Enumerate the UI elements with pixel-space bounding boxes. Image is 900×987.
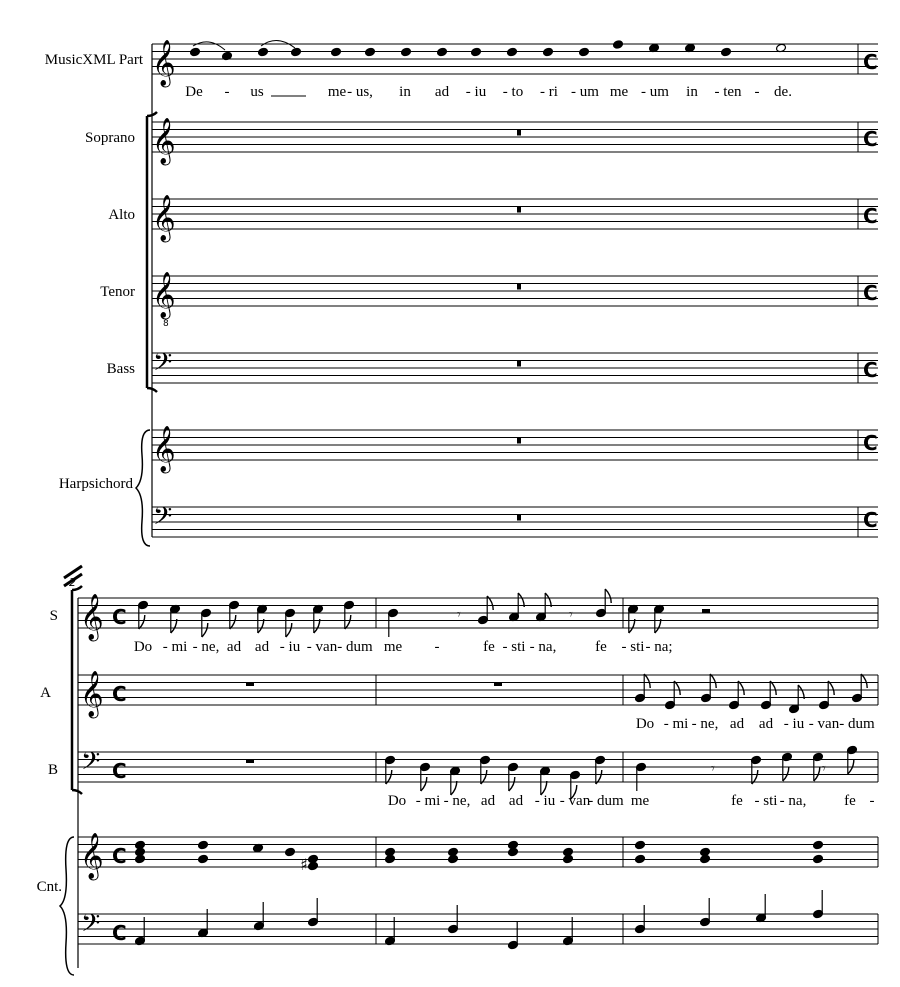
notation [64, 40, 867, 950]
courtesy-time-signature: C [863, 431, 878, 455]
courtesy-time-signature: C [863, 50, 878, 74]
lyric: - us, [347, 84, 373, 100]
lyric: - ten [714, 84, 742, 100]
lyric: - mi [663, 716, 689, 732]
part-label-soprano: Soprano [85, 130, 135, 146]
lyric: - [869, 793, 875, 809]
lyric: - dum [588, 793, 624, 809]
note-flag [710, 674, 716, 688]
lyric: - ne, [192, 639, 220, 655]
sharp-accidental: ♯ [300, 855, 308, 874]
note-flag [258, 619, 264, 633]
chant-note [365, 47, 376, 57]
chant-note [401, 47, 412, 57]
courtesy-time-signature: C [863, 358, 878, 382]
lyric: - van [559, 793, 591, 809]
bass-lyrics [388, 793, 875, 809]
note-flag [861, 674, 867, 688]
continuo-chord-note [198, 854, 209, 864]
staff-lines [60, 44, 878, 975]
bass-clef-icon: 𝄢 [153, 348, 173, 383]
note-flag [545, 593, 551, 607]
lyric: - iu [465, 84, 487, 100]
continuo-chord-note [635, 840, 646, 850]
lyric: - [434, 639, 440, 655]
lyric: de. [774, 84, 792, 100]
lyric: - [224, 84, 230, 100]
lyric: - um [571, 84, 599, 100]
note-flag [230, 615, 236, 629]
lyric: - mi [415, 793, 441, 809]
chant-note [543, 47, 554, 57]
continuo-chord-note [135, 854, 146, 864]
lyric: - sti [621, 639, 645, 655]
courtesy-time-signature: C [863, 508, 878, 532]
whole-rest [517, 207, 521, 213]
lyric: ad [434, 84, 450, 100]
lyric: Do [387, 793, 407, 809]
lyric: - ri [540, 84, 558, 100]
lyric: Do [635, 716, 655, 732]
chant-note [721, 47, 732, 57]
continuo-chord-note [198, 840, 209, 850]
eighth-rest: 𝄾 [569, 607, 573, 623]
note-flag [738, 681, 744, 695]
keyboard-brace [60, 837, 74, 975]
lyric: me [609, 84, 629, 100]
note-flag [509, 777, 515, 791]
treble-clef-icon: 𝄞 [152, 426, 176, 472]
lyric: in [399, 84, 411, 100]
part-abbr-alto: A [40, 685, 51, 701]
continuo-chord-note [813, 854, 824, 864]
part-abbr-continuo: Cnt. [36, 879, 62, 895]
continuo-note [285, 847, 296, 857]
lyric: - na; [645, 639, 673, 655]
note-flag [139, 615, 145, 629]
chant-note [471, 47, 482, 57]
whole-rest [517, 130, 521, 136]
lyric: - van [808, 716, 840, 732]
lyric: fe [731, 793, 743, 809]
chant-note [258, 47, 269, 57]
whole-rest [494, 682, 502, 686]
lyric: - iu [279, 639, 301, 655]
lyric: - sti [502, 639, 526, 655]
lyric: - iu [783, 716, 805, 732]
part-label-alto: Alto [108, 207, 135, 223]
time-signature: C [112, 605, 127, 629]
keyboard-brace [136, 430, 150, 546]
note-flag [605, 589, 611, 603]
chant-note [613, 40, 624, 50]
lyric: - iu [534, 793, 556, 809]
whole-rest [517, 361, 521, 367]
whole-rest [517, 284, 521, 290]
chant-note [291, 47, 302, 57]
lyric: - ne, [443, 793, 471, 809]
whole-rest [246, 759, 254, 763]
treble-clef-icon: 𝄞 [80, 594, 104, 640]
time-signature: C [112, 921, 127, 945]
lyric: ad [758, 716, 774, 732]
part-label-musicxml: MusicXML Part [44, 52, 143, 68]
soprano-lyrics [134, 639, 673, 655]
treble-clef-icon: 𝄞 [80, 833, 104, 879]
lyric: in [686, 84, 698, 100]
lyric: fe [844, 793, 856, 809]
note-flag [629, 619, 635, 633]
part-label-harpsichord: Harpsichord [58, 476, 133, 492]
note-flag [421, 777, 427, 791]
lyric: ad [729, 716, 745, 732]
treble-clef-icon: 𝄞 [152, 40, 176, 86]
lyric: - mi [162, 639, 188, 655]
lyric: fe [483, 639, 495, 655]
note-flag [518, 593, 524, 607]
lyric: - na, [529, 639, 557, 655]
lyric: ad [254, 639, 270, 655]
continuo-note [308, 861, 319, 871]
note-flag [286, 623, 292, 637]
lyric: - ne, [691, 716, 719, 732]
lyric: - sti [754, 793, 778, 809]
lyric: - dum [839, 716, 875, 732]
chant-note [579, 47, 590, 57]
lyric: - na, [779, 793, 807, 809]
note-flag [655, 619, 661, 633]
lyric: me [630, 793, 650, 809]
whole-rest [246, 682, 254, 686]
part-label-tenor: Tenor [100, 284, 135, 300]
eighth-rest: 𝄾 [457, 607, 461, 623]
courtesy-time-signature: C [863, 204, 878, 228]
treble-clef-icon: 𝄞 [152, 195, 176, 241]
continuo-chord-note [385, 854, 396, 864]
continuo-chord-note [635, 854, 646, 864]
part-abbr-soprano: S [49, 608, 58, 624]
bass-clef-icon: 𝄢 [153, 502, 173, 537]
lyric: - um [641, 84, 669, 100]
note-flag [828, 681, 834, 695]
continuo-chord-note [700, 854, 711, 864]
lyric: ad [508, 793, 524, 809]
alto-lyrics [636, 716, 875, 732]
eighth-rest: 𝄾 [711, 761, 715, 777]
measure-number: 2 [69, 576, 76, 589]
chant-note [437, 47, 448, 57]
chant-note [331, 47, 342, 57]
continuo-chord-note [563, 854, 574, 864]
lyric: me [383, 639, 403, 655]
note-flag [345, 615, 351, 629]
part-abbr-bass: B [47, 762, 58, 778]
chant-note [190, 47, 201, 57]
lyric: De [185, 84, 203, 100]
treble-clef-icon: 𝄞 [80, 671, 104, 717]
whole-rest [517, 515, 521, 521]
lyric: ad [480, 793, 496, 809]
courtesy-time-signature: C [863, 281, 878, 305]
time-signature: C [112, 682, 127, 706]
half-rest [702, 609, 710, 613]
lyric: - dum [337, 639, 373, 655]
lyric: us [250, 84, 264, 100]
bass-clef-icon: 𝄢 [81, 747, 101, 782]
chant-note [507, 47, 518, 57]
lyric: - van [306, 639, 338, 655]
note-flag [314, 619, 320, 633]
note-flag [171, 619, 177, 633]
lyric: - to [502, 84, 524, 100]
note-flag [798, 685, 804, 699]
eighth-rest: 𝄾 [822, 761, 826, 777]
note-flag [202, 623, 208, 637]
note-flag [770, 681, 776, 695]
time-signature: C [112, 759, 127, 783]
chant-lyrics [185, 84, 792, 100]
octave-marker: 8 [163, 319, 169, 329]
lyric: ad [226, 639, 242, 655]
continuo-chord-note [508, 847, 519, 857]
time-signature: C [112, 844, 127, 868]
whole-rest [517, 438, 521, 444]
treble-clef-icon: 𝄞 [152, 272, 176, 318]
note-flag [644, 674, 650, 688]
lyric: fe [595, 639, 607, 655]
bass-clef-icon: 𝄢 [81, 909, 101, 944]
note-flag [674, 681, 680, 695]
continuo-chord-note [813, 840, 824, 850]
part-label-bass: Bass [106, 361, 135, 377]
lyric: Do [133, 639, 153, 655]
treble-clef-icon: 𝄞 [152, 118, 176, 164]
lyric: - [754, 84, 760, 100]
continuo-chord-note [448, 854, 459, 864]
courtesy-time-signature: C [863, 127, 878, 151]
lyric: me [327, 84, 347, 100]
